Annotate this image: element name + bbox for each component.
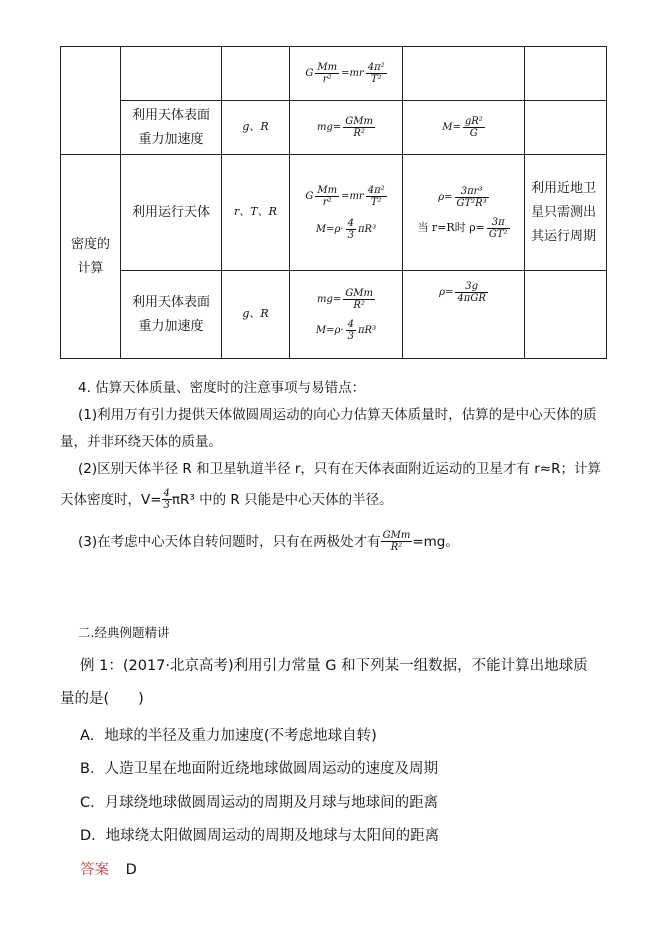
example-line-1: 例 1：(2017·北京高考)利用引力常量 G 和下列某一组数据，不能计算出地球质 bbox=[80, 658, 588, 674]
formula-den: R² bbox=[353, 128, 365, 139]
table-cell bbox=[525, 47, 607, 101]
formula-den: GT² bbox=[488, 228, 508, 240]
given-cell: r、T、R bbox=[222, 155, 290, 271]
note-cell bbox=[525, 155, 607, 271]
formula-cell bbox=[290, 101, 403, 155]
density-label-cell bbox=[61, 155, 121, 359]
given-cell: g、R bbox=[222, 271, 290, 359]
method-cell bbox=[121, 271, 222, 359]
method-cell bbox=[121, 155, 222, 271]
formula-num: gR² bbox=[464, 116, 483, 127]
formula-text: G bbox=[305, 190, 314, 202]
formula-den: r² bbox=[322, 196, 332, 208]
note-1-line-1: (1)利用万有引力提供天体做圆周运动的向心力估算天体质量时，估算的是中心天体的质 bbox=[78, 407, 597, 423]
table-cell bbox=[525, 101, 607, 155]
formula-num: 4π² bbox=[367, 184, 385, 196]
note-1-line-2: 量，并非环绕天体的质量。 bbox=[60, 434, 222, 450]
formula-cell bbox=[290, 271, 403, 359]
formula-text: M= bbox=[442, 122, 461, 133]
formula-den: GT²R³ bbox=[456, 197, 487, 209]
formula-num: 3πr³ bbox=[455, 186, 489, 198]
table-cell bbox=[525, 271, 607, 359]
formula-text: 当 r=R时 ρ= bbox=[417, 220, 485, 234]
formula-num: Mm bbox=[317, 184, 338, 196]
formula-den: G bbox=[469, 128, 478, 139]
formula-num: 3π bbox=[487, 217, 510, 229]
note-text: (3)在考虑中心天体自转问题时，只有在两极处才有 bbox=[78, 533, 381, 550]
method-cell bbox=[121, 101, 222, 155]
estimation-table bbox=[60, 46, 607, 359]
note-text: 利用近地卫星只需测出其运行周期 bbox=[531, 180, 597, 244]
formula-den: R² bbox=[390, 542, 403, 553]
option-a: A．地球的半径及重力加速度(不考虑地球自转) bbox=[80, 728, 377, 744]
formula-text: πR³ bbox=[357, 223, 377, 235]
formula-text: =mr bbox=[341, 68, 364, 79]
answer-line bbox=[80, 858, 137, 879]
option-c: C．月球绕地球做圆周运动的周期及月球与地球间的距离 bbox=[80, 795, 439, 811]
formula-num: Mm bbox=[317, 62, 338, 73]
density-label: 密度的计算 bbox=[70, 236, 110, 276]
note-2-line-1: (2)区别天体半径 R 和卫星轨道半径 r，只有在天体表面附近运动的卫星才有 r≈R；计算 bbox=[78, 461, 601, 477]
result-cell bbox=[403, 155, 525, 271]
formula-text: =mr bbox=[341, 190, 364, 202]
answer-label: 答案 bbox=[80, 862, 109, 878]
formula-den: r² bbox=[322, 74, 332, 85]
formula-cell bbox=[290, 155, 403, 271]
notes-heading: 4. 估算天体质量、密度时的注意事项与易错点： bbox=[78, 380, 366, 396]
table-cell bbox=[61, 47, 121, 155]
formula-num: 4 bbox=[347, 217, 354, 229]
formula-den: T² bbox=[370, 196, 382, 208]
formula-num: 4π² bbox=[367, 62, 385, 73]
option-b: B．人造卫星在地面附近绕地球做圆周运动的速度及周期 bbox=[80, 761, 438, 777]
table-cell bbox=[222, 47, 290, 101]
note-2-line-2 bbox=[60, 488, 393, 511]
given-cell: g、R bbox=[222, 101, 290, 155]
formula-text: ρ= bbox=[439, 287, 454, 298]
formula-den: R² bbox=[353, 299, 365, 311]
answer-value: D bbox=[125, 862, 137, 878]
method-text: 利用天体表面重力加速度 bbox=[131, 294, 210, 334]
option-d: D．地球绕太阳做圆周运动的周期及地球与太阳间的距离 bbox=[80, 828, 440, 844]
note-text: πR³ 中的 R 只能是中心天体的半径。 bbox=[171, 491, 393, 508]
formula-text: mg= bbox=[317, 122, 342, 133]
formula-text: G bbox=[305, 68, 314, 79]
table-cell bbox=[121, 47, 222, 101]
formula-text: M=ρ· bbox=[315, 324, 344, 336]
formula-den: 3 bbox=[163, 500, 170, 511]
formula-text: πR³ bbox=[357, 324, 377, 336]
formula-num: 3g bbox=[455, 281, 487, 293]
example-line-2: 量的是( ) bbox=[60, 691, 144, 707]
formula-num: 4 bbox=[347, 318, 354, 330]
result-cell bbox=[403, 101, 525, 155]
formula-cell bbox=[290, 47, 403, 101]
formula-num: GMm bbox=[382, 530, 411, 541]
note-text: =mg。 bbox=[412, 533, 459, 550]
note-3 bbox=[78, 530, 459, 553]
formula-num: GMm bbox=[345, 116, 373, 127]
formula-den: T² bbox=[370, 74, 382, 85]
formula-den: 3 bbox=[347, 229, 354, 241]
section-heading: 二.经典例题精讲 bbox=[78, 625, 170, 640]
method-text: 利用天体表面重力加速度 bbox=[131, 107, 210, 147]
formula-text: mg= bbox=[317, 293, 342, 305]
formula-den: 4πGR bbox=[457, 293, 486, 304]
formula-num: 4 bbox=[163, 488, 170, 499]
result-cell bbox=[403, 271, 525, 359]
formula-text: M=ρ· bbox=[315, 223, 344, 235]
formula-text: ρ= bbox=[438, 191, 453, 203]
note-text: 天体密度时，V= bbox=[60, 491, 162, 508]
formula-den: 3 bbox=[347, 330, 354, 342]
table-cell bbox=[403, 47, 525, 101]
method-text: 利用运行天体 bbox=[131, 204, 210, 220]
formula-num: GMm bbox=[345, 287, 373, 299]
